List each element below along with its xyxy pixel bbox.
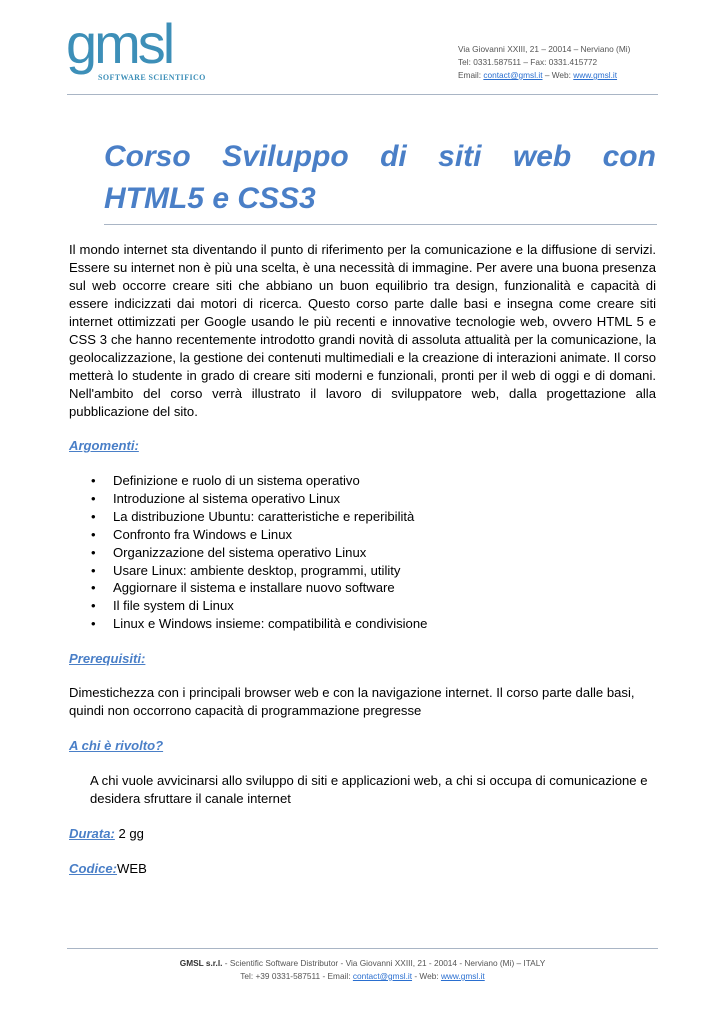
footer-address: - Scientific Software Distributor - Via Giovanni XXIII, 21 - 20014 - Nerviano (Mi) – ITALY (222, 958, 546, 968)
title-word: Sviluppo (222, 140, 349, 173)
prerequisites-text: Dimestichezza con i principali browser web e con la navigazione internet. Il corso parte dalle basi, quindi non occorrono capacità di programmazione pregresse (69, 685, 635, 718)
topics-heading: Argomenti: (69, 438, 139, 453)
list-item (91, 490, 427, 508)
page-footer (0, 957, 725, 983)
list-item (91, 615, 428, 633)
header-address: Via Giovanni XXIII, 21 – 20014 – Nerviano (Mi) (458, 44, 631, 54)
title-word: Corso (104, 140, 191, 173)
prerequisites-heading: Prerequisiti: (69, 651, 146, 666)
header-phone-fax: Tel: 0331.587511 – Fax: 0331.415772 (458, 57, 598, 67)
title-line-2: HTML5 e CSS3 (104, 182, 316, 215)
bullet-icon: • (91, 508, 96, 524)
list-item-text: Usare Linux: ambiente desktop, programmi, utility (113, 562, 401, 578)
footer-email-link[interactable]: contact@gmsl.it (352, 971, 413, 981)
list-item (91, 526, 427, 544)
title-underline (104, 224, 657, 225)
title-word: di (380, 140, 407, 173)
footer-web-label: - Web: (412, 971, 441, 981)
bullet-icon: • (91, 562, 96, 578)
bullet-icon: • (91, 616, 96, 632)
logo-wordmark: gmsl (66, 12, 173, 75)
title-word: con (602, 140, 656, 173)
header-web-label: – Web: (542, 70, 574, 80)
logo-subtitle: SOFTWARE SCIENTIFICO (98, 73, 206, 82)
title-word: web (512, 140, 572, 173)
list-item (91, 562, 427, 580)
duration-row (69, 825, 144, 843)
header-email-link[interactable]: contact@gmsl.it (483, 70, 543, 80)
header-web-link[interactable]: www.gmsl.it (573, 70, 618, 80)
footer-divider (67, 948, 658, 949)
footer-company: GMSL s.r.l. (179, 958, 223, 968)
duration-value: 2 gg (114, 826, 144, 841)
bullet-icon: • (91, 580, 96, 596)
code-label: Codice: (69, 861, 118, 876)
code-value: WEB (117, 861, 147, 876)
audience-text: A chi vuole avvicinarsi allo sviluppo di siti e applicazioni web, a chi si occupa di comunicazione e desidera sfruttare il canale internet (90, 773, 648, 806)
bullet-icon: • (91, 544, 96, 560)
list-item-text: Introduzione al sistema operativo Linux (113, 490, 341, 506)
list-item (91, 472, 427, 490)
code-row (69, 860, 147, 878)
footer-line-2 (0, 970, 725, 983)
header-contact-block (458, 43, 630, 82)
list-item-text: Aggiornare il sistema e installare nuovo software (113, 580, 395, 596)
audience-heading: A chi è rivolto? (69, 738, 164, 753)
list-item-text: Organizzazione del sistema operativo Linux (113, 544, 367, 560)
footer-web-link[interactable]: www.gmsl.it (440, 971, 485, 981)
duration-label: Durata: (69, 826, 115, 841)
company-logo (66, 12, 206, 88)
title-word: siti (438, 140, 482, 173)
bullet-icon: • (91, 598, 96, 614)
header-email-label: Email: (458, 70, 484, 80)
topics-list (91, 472, 428, 633)
intro-paragraph: Il mondo internet sta diventando il punto di riferimento per la comunicazione e la diffusione di servizi. Essere su internet non è più una scelta, è una necessità di immagine. Per avere una buona presenza sul web occorre creare siti che abbiano un buon equilibrio tra design, funzionalità e capacità di essere indicizzati dai motori di ricerca. Questo corso parte dalle basi e insegna come creare siti internet ottimizzati per Google usando le più recenti e innovative tecnologie web, ovvero HTML 5 e CSS 3 che hanno recentemente introdotto grandi novità di assoluta attualità per la comunicazione, la geolocalizzazione, la gestione dei contenuti multimediali e la creazione di interazioni animate. Il corso metterà lo studente in grado di creare siti moderni e funzionali, pronti per il web di oggi e di domani. Nell'ambito del corso verrà illustrato il lavoro di sviluppatore web, dalla progettazione alla pubblicazione del sito. (69, 242, 656, 419)
header-divider (67, 94, 658, 95)
list-item-text: Linux e Windows insieme: compatibilità e condivisione (113, 616, 428, 632)
bullet-icon: • (91, 473, 96, 488)
list-item (91, 597, 427, 615)
list-item (91, 544, 427, 562)
course-title (104, 136, 656, 220)
list-item (91, 579, 427, 597)
list-item-text: Definizione e ruolo di un sistema operativo (113, 473, 360, 488)
header-email-web (458, 69, 630, 82)
list-item-text: La distribuzione Ubuntu: caratteristiche e reperibilità (113, 508, 415, 524)
list-item-text: Il file system di Linux (113, 598, 234, 614)
footer-line-1 (0, 957, 725, 970)
list-item-text: Confronto fra Windows e Linux (113, 526, 293, 542)
title-line-1 (104, 136, 656, 178)
bullet-icon: • (91, 490, 96, 506)
footer-phone-email-label: Tel: +39 0331-587511 - Email: (240, 971, 353, 981)
list-item (91, 508, 427, 526)
bullet-icon: • (91, 526, 96, 542)
